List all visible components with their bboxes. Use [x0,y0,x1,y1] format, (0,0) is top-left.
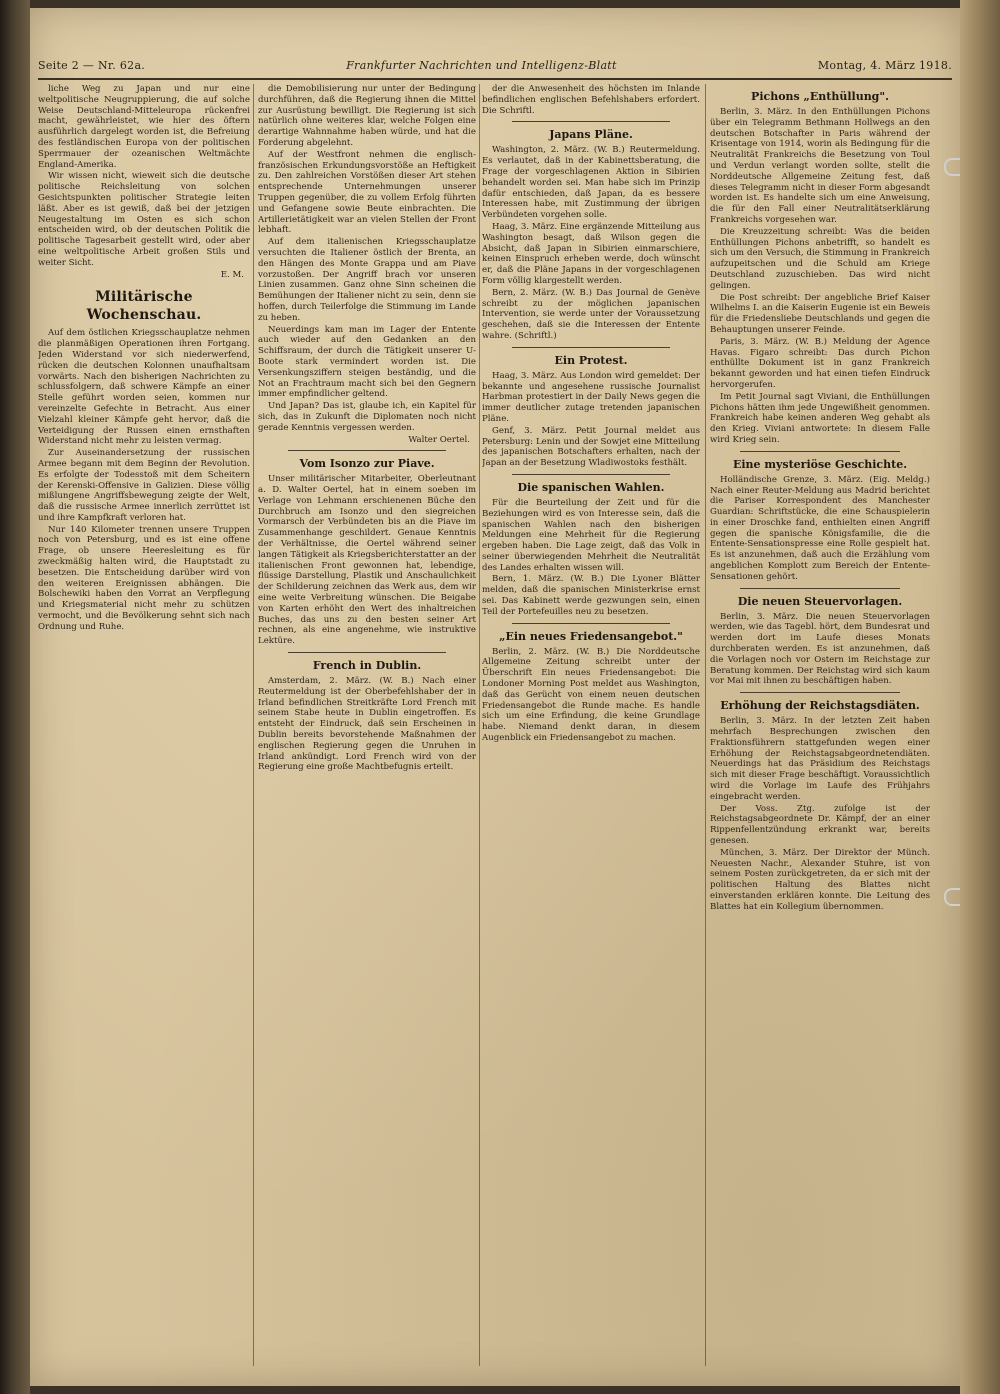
article-title: Erhöhung der Reichstagsdiäten. [720,699,920,713]
article-title: Ein Protest. [554,353,628,367]
header-rule [38,78,952,80]
article-paragraph: Unser militärischer Mitarbeiter, Oberleutnant a. D. Walter Oertel, hat in einem soeben im Verlage von Lehmann erschienenen Büche den Durchbruch am Isonzo und den siegreichen Vormarsch der Verbündeten bis an die Piave im Zusammenhange geschildert. Genaue Kenntnis der Verhältnisse, die Oertel während seiner langen Tätigkeit als Kriegsberichterstatter an der italienischen Front gewonnen hat, lebendige, flüssige Darstellung, Plastik und Anschaulichkeit der Schilderung zeichnen das Werk aus, dem wir eine weite Verbreitung wünschen. Die Beigabe von Karten erhöht den Wert des inhaltreichen Buches, das uns zu den besten seiner Art rechnen, als eine angenehme, wie instruktive Lektüre. [258,474,476,647]
article-paragraph: Berlin, 2. März. (W. B.) Die Norddeutsche Allgemeine Zeitung schreibt unter der Überschrift Ein neues Friedensangebot: Die Londoner Morning Post meldet aus Washington, daß das Gerücht von einem neuen deutschen Friedensangebot die Runde mache. Es handle sich um eine Erfindung, die keine Grundlage habe. Niemand denkt daran, in diesem Augenblick ein Friedensangebot zu machen. [482,646,700,744]
header-page-number: Seite 2 — Nr. 62a. [38,58,146,72]
article-paragraph: der die Anwesenheit des höchsten im Inlande befindlichen englischen Befehlshabers erfordert. Die Schriftl. [482,84,700,116]
article-paragraph: Holländische Grenze, 3. März. (Eig. Meldg.) Nach einer Reuter-Meldung aus Madrid berichtet die Pariser Korrespondent des Manchester Guardian: Schriftstücke, die eine Schauspielerin in einer Droschke fand, enthielten einen Angriff gegen die spanische Königsfamilie, die die Entente-Sensationspresse eine Rolle gespielt hat. Es ist anzunehmen, daß auch die Erzählung vom angeblichen Komplott zum Bereich der Entente-Sensationen gehört. [710,474,930,582]
newspaper-page [30,8,960,1386]
section-rule [288,652,446,653]
article-paragraph: Nur 140 Kilometer trennen unsere Truppen noch von Petersburg, und es ist eine offene Frage, ob unsere Heeresleitung es für zweckmäßig halten wird, die Hauptstadt zu besetzen. Die Entscheidung darüber wird von den weiteren Ereignissen abhängen. Die Bolschewiki haben den Vorrat an Verpflegung und Kriegsmaterial nicht mehr zu schützen vermocht, und die Bevölkerung sehnt sich nach Ordnung und Ruhe. [38,524,250,632]
article-paragraph: Washington, 2. März. (W. B.) Reutermeldung. Es verlautet, daß in der Kabinettsberatung, die Frage der vorgeschlagenen Aktion in Sibirien behandelt worden sei. Man habe sich im Prinzip dafür entschieden, daß Japan, da es bessere Interessen habe, mit Zustimmung der übrigen Verbündeten vorgehen solle. [482,145,700,221]
binding-clip-icon [944,888,960,906]
article-title: „Ein neues Friedensangebot." [499,629,683,643]
article-title: Die neuen Steuervorlagen. [737,594,903,608]
column-2 [258,84,476,1366]
article-paragraph: Bern, 1. März. (W. B.) Die Lyoner Blätter melden, daß die spanischen Ministerkrise ernst sei. Das Kabinett werde gezwungen sein, einen Teil der Portefeuilles neu zu besetzen. [482,574,700,617]
article-title: Die spanischen Wahlen. [517,480,665,494]
article-paragraph: Neuerdings kam man im Lager der Entente auch wieder auf den Gedanken an den Schiffsraum, der durch die Tätigkeit unserer U-Boote stark vermindert worden ist. Die Versenkungsziffern steigen beständig, und die Not an Frachtraum macht sich bei den Gegnern immer empfindlicher geltend. [258,324,476,400]
article-title: Pichons „Enthüllung". [751,90,889,103]
article-paragraph: Und Japan? Das ist, glaube ich, ein Kapitel für sich, das in Zukunft die Diplomaten noch nicht gerade Kenntnis vergessen werden. [258,401,476,433]
section-rule [512,347,670,348]
header-masthead: Frankfurter Nachrichten und Intelligenz-Blatt [346,58,617,72]
section-rule [740,588,900,589]
article-paragraph: Die Kreuzzeitung schreibt: Was die beiden Enthüllungen Pichons anbetrifft, so handelt es sich um den Versuch, die Stimmung in Frankreich aufzupeitschen und die Schuld am Kriege Deutschland zuzuschieben. Das wird nicht gelingen. [710,226,930,291]
article-paragraph: Auf dem östlichen Kriegsschauplatze nehmen die planmäßigen Operationen ihren Fortgang. Jeden Widerstand vor sich niederwerfend, rücken die deutschen Kolonnen unaufhaltsam vorwärts. Nach den bisherigen Nachrichten zu schlussfolgern, daß schwere Kämpfe an einer Stelle geführt worden seien, kommen nur vereinzelte Gefechte in Betracht. Aus einer Vielzahl kleiner Kämpfe geht hervor, daß die Verteidigung der Russen einen ernsthaften Widerstand nicht mehr zu leisten vermag. [38,328,250,447]
section-rule [740,692,900,693]
article-paragraph: Haag, 3. März. Eine ergänzende Mitteilung aus Washington besagt, daß Wilson gegen die Absicht, daß Japan in Sibirien einmarschiere, keinen Einspruch erheben werde, doch wünscht er, daß die Pläne Japans in der vorgeschlagenen Form völlig klargestellt werden. [482,221,700,286]
article-paragraph: Auf dem italienischen Kriegsschauplatze versuchten die Italiener östlich der Brenta, an den Hängen des Monte Grappa und am Piave vorzustoßen. Der Angriff brach vor unseren Linien zusammen. Ganz ohne Sinn scheinen die Bemühungen der Italiener nicht zu sein, denn sie hoffen, durch Teilerfolge die Stimmung im Lande zu heben. [258,237,476,323]
next-page-edge [960,0,1000,1394]
article-title: Japans Pläne. [549,128,633,142]
article-title: Vom Isonzo zur Piave. [299,457,435,471]
article-paragraph: Wir wissen nicht, wieweit sich die deutsche politische Reichsleitung von solchen Gesichtspunkten politischer Strategie leiten läßt. Aber es ist gewiß, daß bei der jetzigen Neugestaltung im Osten es sich schon entscheiden wird, ob der deutschen Politik die politische Tagesarbeit gestellt wird, oder aber eine weltpolitische Arbeit großen Stils und weiter Sicht. [38,171,250,268]
article-paragraph: Berlin, 3. März. Die neuen Steuervorlagen werden, wie das Tagebl. hört, dem Bundesrat und werden dort im Laufe dieses Monats durchberaten werden. Es ist anzunehmen, daß die Vorlagen noch vor Ostern im Reichstage zur Beratung kommen. Der Reichstag wird sich kaum vor Mai mit ihnen zu beschäftigen haben. [710,611,930,687]
article-title: Eine mysteriöse Geschichte. [732,457,908,471]
article-signature: E. M. [220,269,244,280]
article-paragraph: Amsterdam, 2. März. (W. B.) Nach einer Reutermeldung ist der Oberbefehlshaber der in Irland befindlichen Streitkräfte Lord French mit seinem Stabe heute in Dublin eingetroffen. Es entsteht der Eindruck, daß sein Erscheinen in Dublin bereits bevorstehende Maßnahmen der englischen Regierung gegen die Unruhen in Irland ankündigt. Lord French wird von der Regierung eine große Machtbefugnis erteilt. [258,676,476,773]
article-paragraph: Haag, 3. März. Aus London wird gemeldet: Der bekannte und angesehene russische Journalist Harbman protestiert in der Daily News gegen die immer deutlicher zutage tretenden japanischen Pläne. [482,370,700,424]
column-4 [710,84,930,1366]
article-paragraph: Der Voss. Ztg. zufolge ist der Reichstagsabgeordnete Dr. Kämpf, der an einer Rippenfellentzündung erkrankt war, bereits genesen. [710,803,930,847]
article-paragraph: Auf der Westfront nehmen die englisch-französischen Erkundungsvorstöße an Heftigkeit zu. Den zahlreichen Vorstößen dieser Art stehen entsprechende Unternehmungen unserer Truppen gegenüber, die zu vollem Erfolg führten und Gefangene sowie Beute einbrachten. Die Artillerietätigkeit war an vielen Stellen der Front lebhaft. [258,149,476,236]
article-paragraph: München, 3. März. Der Direktor der Münch. Neuesten Nachr., Alexander Stuhre, ist von seinem Posten zurückgetreten, da er sich mit der politischen Haltung des Blattes nicht einverstanden erklären konnte. Die Leitung des Blattes hat ein Kollegium übernommen. [710,847,930,912]
section-rule [288,450,446,451]
column-1 [38,84,250,1366]
article-paragraph: liche Weg zu Japan und nur eine weltpolitische Neugruppierung, die auf solche Weise Deutschland-Mitteleuropa rückenfrei macht, gewährleistet, wie hier des öftern ausführlich dargelegt worden ist, die Befreiung des festländischen Europa von der politischen Sperrmauer der ozeanischen Weltmächte England-Amerika. [38,84,250,170]
article-paragraph: Genf, 3. März. Petit Journal meldet aus Petersburg: Lenin und der Sowjet eine Mitteilung des japanischen Botschafters erhalten, nach der Japan an der Besetzung Wladiwostoks festhält. [482,425,700,469]
article-signature: Walter Oertel. [408,434,470,445]
column-3 [482,84,700,1366]
binding-clip-icon [944,158,960,176]
article-paragraph: Für die Beurteilung der Zeit und für die Beziehungen wird es von Interesse sein, daß die spanischen Wahlen nach den bisherigen Meldungen eine Mehrheit für die Regierung ergeben haben. Die Lage zeigt, daß das Volk in seiner überwiegenden Mehrheit die Neutralität des Landes erhalten wissen will. [482,497,700,573]
article-paragraph: Die Post schreibt: Der angebliche Brief Kaiser Wilhelms I. an die Kaiserin Eugenie ist ein Beweis für die Friedensliebe Deutschlands und gegen die Behauptungen unserer Feinde. [710,292,930,335]
article-title: Militärische Wochenschau. [86,289,202,324]
article-paragraph: Paris, 3. März. (W. B.) Meldung der Agence Havas. Figaro schreibt: Das durch Pichon enthüllte Dokument ist in ganz Frankreich bekannt geworden und hat einen tiefen Eindruck hervorgerufen. [710,336,930,390]
column-divider [479,84,480,1366]
page-header [38,54,952,76]
section-rule [740,451,900,452]
article-paragraph: Berlin, 3. März. In der letzten Zeit haben mehrfach Besprechungen zwischen den Fraktionsführern stattgefunden wegen einer Erhöhung der Reichstagsabgeordnetendiäten. Neuerdings hat das Präsidium des Reichstags sich mit dieser Frage beschäftigt. Voraussichtlich wird die Vorlage im Laufe des Frühjahrs eingebracht werden. [710,716,930,802]
article-paragraph: Zur Auseinandersetzung der russischen Armee begann mit dem Beginn der Revolution. Es erfolgte der Todesstoß mit dem Scheitern der Kerenski-Offensive in Galizien. Diese völlig mißlungene Angriffsbewegung zeigte der Welt, daß die russische Armee innerlich zerrüttet ist und ihre Kampfkraft verloren hat. [38,448,250,523]
column-divider [253,84,254,1366]
section-rule [512,474,670,475]
article-paragraph: Berlin, 3. März. In den Enthüllungen Pichons über ein Telegramm Bethmann Hollwegs an den deutschen Botschafter in Paris während der Krisentage von 1914, worin als Bedingung für die Neutralität Frankreichs die Besetzung von Toul und Verdun verlangt worden sollte, stellt die Norddeutsche Allgemeine Zeitung fest, daß dieses Telegramm nicht in dieser Form abgesandt worden ist. Es handelte sich um eine Anweisung, die für den Fall einer Neutralitätserklärung Frankreichs vorgesehen war. [710,107,930,225]
article-title: French in Dublin. [312,659,422,673]
column-divider [705,84,706,1366]
section-rule [512,623,670,624]
article-paragraph: Im Petit Journal sagt Viviani, die Enthüllungen Pichons hätten ihm jede Ungewißheit genommen. Frankreich habe keinen anderen Weg gehabt als den Krieg. Viviani antwortete: In diesem Falle wird Krieg sein. [710,391,930,445]
article-paragraph: Bern, 2. März. (W. B.) Das Journal de Genève schreibt zu der möglichen japanischen Intervention, sie werde unter der Voraussetzung geschehen, daß sie die Interessen der Entente wahre. (Schriftl.) [482,287,700,341]
header-date: Montag, 4. März 1918. [817,58,952,72]
section-rule [512,121,670,122]
article-paragraph: die Demobilisierung nur unter der Bedingung durchführen, daß die Regierung ihnen die Mittel zur Ausrüstung bewilligt. Die Regierung ist sich natürlich ohne weiteres klar, welche Folgen eine derartige Wahnnahme haben würde, und hat die Forderung abgelehnt. [258,84,476,148]
book-spine [0,0,30,1394]
